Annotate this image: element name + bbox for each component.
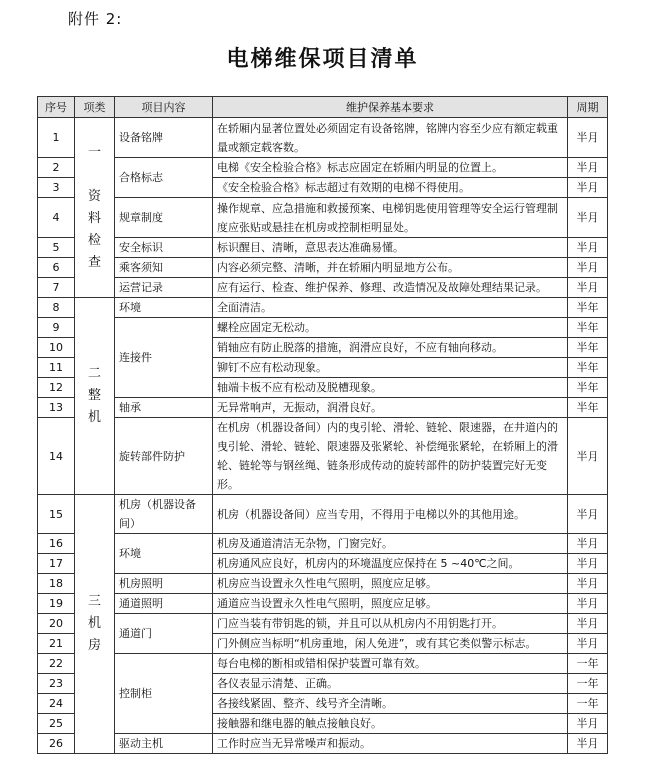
period-cell: 半年: [568, 358, 608, 378]
item-cell: 通道门: [115, 614, 213, 654]
row-number: 18: [38, 574, 75, 594]
item-cell: 控制柜: [115, 654, 213, 734]
period-cell: 半月: [568, 574, 608, 594]
period-cell: 半年: [568, 318, 608, 338]
row-number: 19: [38, 594, 75, 614]
row-number: 24: [38, 694, 75, 714]
header-period: 周期: [568, 97, 608, 118]
category-char: 机: [87, 616, 101, 631]
row-number: 1: [38, 118, 75, 158]
maintenance-table: [37, 96, 608, 754]
period-cell: 半月: [568, 734, 608, 754]
requirement-cell: 在轿厢内显著位置处必须固定有设备铭牌，铭牌内容至少应有额定载重量或额定载客数。: [213, 118, 568, 158]
period-cell: 半月: [568, 634, 608, 654]
period-cell: 半月: [568, 418, 608, 495]
period-cell: 半月: [568, 178, 608, 198]
requirement-cell: 《安全检验合格》标志超过有效期的电梯不得使用。: [213, 178, 568, 198]
row-number: 16: [38, 534, 75, 554]
category-char: 料: [87, 210, 101, 226]
category-char: 检: [87, 232, 101, 248]
row-number: 26: [38, 734, 75, 754]
row-number: 4: [38, 198, 75, 238]
row-number: 20: [38, 614, 75, 634]
row-number: 14: [38, 418, 75, 495]
category-char: 一: [87, 144, 101, 160]
requirement-cell: 机房应当设置永久性电气照明，照度应足够。: [213, 574, 568, 594]
item-cell: 环境: [115, 534, 213, 574]
period-cell: 半月: [568, 594, 608, 614]
item-cell: 旋转部件防护: [115, 418, 213, 495]
period-cell: 半月: [568, 495, 608, 534]
requirement-cell: 在机房（机器设备间）内的曳引轮、滑轮、链轮、限速器，在井道内的曳引轮、滑轮、链轮、限速器及张紧轮、补偿绳张紧轮，在轿厢上的滑轮、链轮等与钢丝绳、链条形成传动的旋转部件的防护装置完好无变形。: [213, 418, 568, 495]
period-cell: 半月: [568, 198, 608, 238]
category-char: 二: [87, 366, 101, 381]
row-number: 21: [38, 634, 75, 654]
table-row: [38, 398, 608, 418]
period-cell: 半月: [568, 158, 608, 178]
requirement-cell: 接触器和继电器的触点接触良好。: [213, 714, 568, 734]
row-number: 3: [38, 178, 75, 198]
header-category: 项类: [75, 97, 115, 118]
table-row: [38, 278, 608, 298]
requirement-cell: 应有运行、检查、维护保养、修理、改造情况及故障处理结果记录。: [213, 278, 568, 298]
period-cell: 半月: [568, 258, 608, 278]
table-row: [38, 734, 608, 754]
item-cell: 连接件: [115, 318, 213, 398]
table-row: [38, 594, 608, 614]
requirement-cell: 内容必须完整、清晰，并在轿厢内明显地方公布。: [213, 258, 568, 278]
item-cell: 运营记录: [115, 278, 213, 298]
item-cell: 机房（机器设备间）: [115, 495, 213, 534]
requirement-cell: 轴端卡板不应有松动及脱槽现象。: [213, 378, 568, 398]
category-char: 查: [87, 254, 101, 270]
requirement-cell: 各接线紧固、整齐、线号齐全清晰。: [213, 694, 568, 714]
requirement-cell: 机房及通道清洁无杂物，门窗完好。: [213, 534, 568, 554]
row-number: 9: [38, 318, 75, 338]
period-cell: 半年: [568, 398, 608, 418]
table-row: [38, 495, 608, 534]
item-cell: 安全标识: [115, 238, 213, 258]
requirement-cell: 通道应当设置永久性电气照明，照度应足够。: [213, 594, 568, 614]
header-row: [38, 97, 608, 118]
requirement-cell: 门外侧应当标明“机房重地，闲人免进”，或有其它类似警示标志。: [213, 634, 568, 654]
header-item: 项目内容: [115, 97, 213, 118]
requirement-cell: 无异常响声，无振动，润滑良好。: [213, 398, 568, 418]
item-cell: 通道照明: [115, 594, 213, 614]
period-cell: 半月: [568, 714, 608, 734]
category-cell: [75, 495, 115, 754]
item-cell: 机房照明: [115, 574, 213, 594]
header-no: 序号: [38, 97, 75, 118]
table-row: [38, 534, 608, 554]
requirement-cell: 操作规章、应急措施和救援预案、电梯钥匙使用管理等安全运行管理制度应张贴或悬挂在机房或控制柜明显处。: [213, 198, 568, 238]
header-requirement: 维护保养基本要求: [213, 97, 568, 118]
requirement-cell: 门应当装有带钥匙的锁，并且可以从机房内不用钥匙打开。: [213, 614, 568, 634]
row-number: 5: [38, 238, 75, 258]
row-number: 12: [38, 378, 75, 398]
category-char: 房: [87, 638, 101, 653]
period-cell: 半月: [568, 118, 608, 158]
table-row: [38, 418, 608, 495]
requirement-cell: 销轴应有防止脱落的措施，润滑应良好，不应有轴向移动。: [213, 338, 568, 358]
category-cell: [75, 298, 115, 495]
row-number: 2: [38, 158, 75, 178]
requirement-cell: 各仪表显示清楚、正确。: [213, 674, 568, 694]
period-cell: 半年: [568, 338, 608, 358]
requirement-cell: 全面清洁。: [213, 298, 568, 318]
row-number: 10: [38, 338, 75, 358]
item-cell: 驱动主机: [115, 734, 213, 754]
period-cell: 半月: [568, 534, 608, 554]
item-cell: 环境: [115, 298, 213, 318]
period-cell: 半月: [568, 238, 608, 258]
page-title: 电梯维保项目清单: [226, 47, 419, 72]
table-row: [38, 238, 608, 258]
table-row: [38, 158, 608, 178]
category-char: 三: [87, 594, 101, 609]
row-number: 17: [38, 554, 75, 574]
row-number: 15: [38, 495, 75, 534]
row-number: 7: [38, 278, 75, 298]
period-cell: 半月: [568, 614, 608, 634]
requirement-cell: 螺栓应固定无松动。: [213, 318, 568, 338]
table-row: [38, 318, 608, 338]
requirement-cell: 铆钉不应有松动现象。: [213, 358, 568, 378]
table-row: [38, 574, 608, 594]
row-number: 22: [38, 654, 75, 674]
requirement-cell: 标识醒目、清晰，意思表达准确易懂。: [213, 238, 568, 258]
attachment-label: 附件 2:: [68, 10, 123, 28]
period-cell: 一年: [568, 694, 608, 714]
category-cell: [75, 118, 115, 298]
item-cell: 轴承: [115, 398, 213, 418]
requirement-cell: 机房（机器设备间）应当专用，不得用于电梯以外的其他用途。: [213, 495, 568, 534]
row-number: 6: [38, 258, 75, 278]
item-cell: 乘客须知: [115, 258, 213, 278]
requirement-cell: 电梯《安全检验合格》标志应固定在轿厢内明显的位置上。: [213, 158, 568, 178]
period-cell: 一年: [568, 674, 608, 694]
table-row: [38, 198, 608, 238]
table-row: [38, 298, 608, 318]
category-char: 整: [87, 388, 101, 403]
table-row: [38, 614, 608, 634]
row-number: 13: [38, 398, 75, 418]
category-char: 资: [87, 188, 101, 204]
requirement-cell: 机房通风应良好，机房内的环境温度应保持在 5 ~40℃之间。: [213, 554, 568, 574]
item-cell: 规章制度: [115, 198, 213, 238]
category-char: 机: [87, 410, 101, 425]
item-cell: 设备铭牌: [115, 118, 213, 158]
requirement-cell: 工作时应当无异常噪声和振动。: [213, 734, 568, 754]
row-number: 23: [38, 674, 75, 694]
row-number: 8: [38, 298, 75, 318]
item-cell: 合格标志: [115, 158, 213, 198]
row-number: 11: [38, 358, 75, 378]
period-cell: 半月: [568, 554, 608, 574]
period-cell: 半月: [568, 278, 608, 298]
period-cell: 一年: [568, 654, 608, 674]
requirement-cell: 每台电梯的断相或错相保护装置可靠有效。: [213, 654, 568, 674]
table-row: [38, 258, 608, 278]
table-row: [38, 118, 608, 158]
table-row: [38, 654, 608, 674]
period-cell: 半年: [568, 298, 608, 318]
row-number: 25: [38, 714, 75, 734]
period-cell: 半年: [568, 378, 608, 398]
